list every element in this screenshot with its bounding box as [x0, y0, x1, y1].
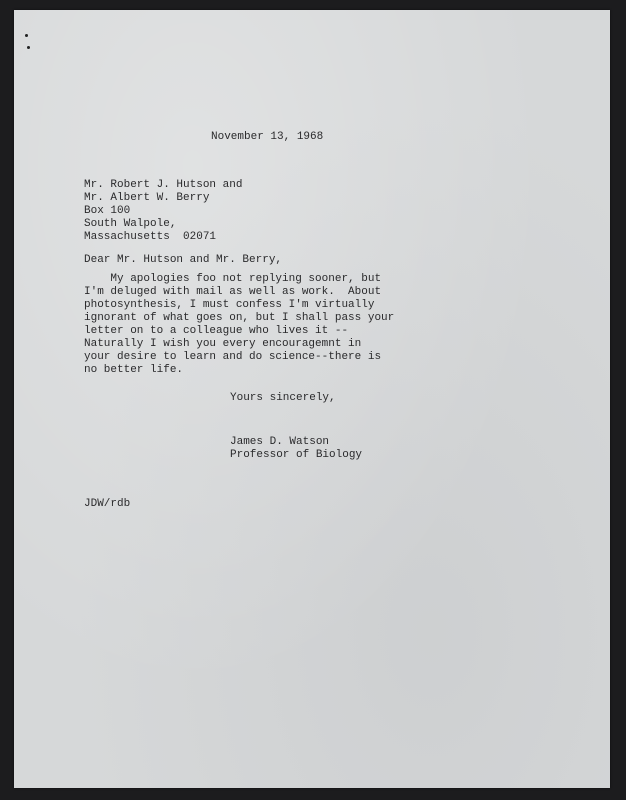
- address-line: Massachusetts 02071: [84, 231, 217, 243]
- body-line: no better life.: [84, 364, 184, 376]
- body-line: I'm deluged with mail as well as work. About: [84, 286, 382, 298]
- signature-name: James D. Watson: [230, 436, 330, 448]
- body-line: ignorant of what goes on, but I shall pass your: [84, 312, 395, 324]
- address-line: South Walpole,: [84, 218, 177, 230]
- address-line: Box 100: [84, 205, 131, 217]
- letter-page: [14, 10, 610, 788]
- corner-mark: [27, 46, 30, 49]
- body-line: your desire to learn and do science--there is: [84, 351, 382, 363]
- reference-initials: JDW/rdb: [84, 498, 131, 510]
- salutation: Dear Mr. Hutson and Mr. Berry,: [84, 254, 283, 266]
- closing: Yours sincerely,: [230, 392, 336, 404]
- body-line: letter on to a colleague who lives it --: [84, 325, 349, 337]
- letter-date: November 13, 1968: [211, 131, 324, 143]
- body-line: My apologies foo not replying sooner, but: [84, 273, 382, 285]
- address-line: Mr. Robert J. Hutson and: [84, 179, 243, 191]
- signature-title: Professor of Biology: [230, 449, 363, 461]
- address-line: Mr. Albert W. Berry: [84, 192, 210, 204]
- body-line: photosynthesis, I must confess I'm virtually: [84, 299, 375, 311]
- corner-mark: [25, 34, 28, 37]
- body-line: Naturally I wish you every encouragemnt in: [84, 338, 362, 350]
